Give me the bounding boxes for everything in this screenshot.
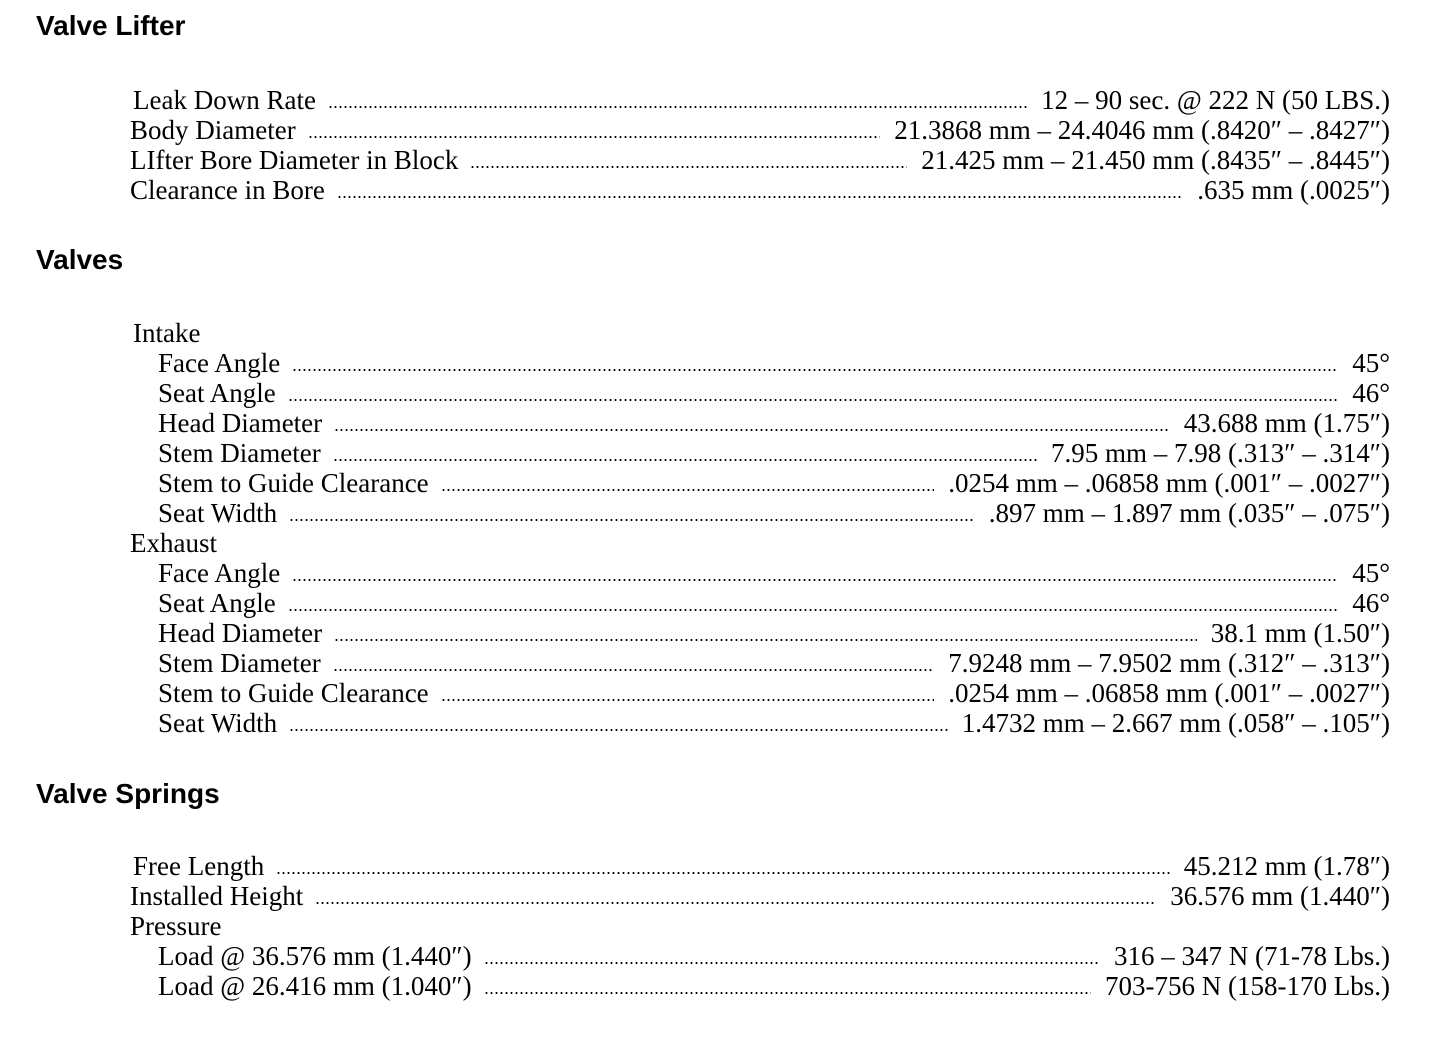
dot-leader [441, 488, 935, 492]
spec-value: 38.1 mm (1.50″) [1210, 618, 1390, 648]
spec-row-load-26 [158, 971, 1390, 1001]
dot-leader [292, 578, 1338, 582]
spec-value: .897 mm – 1.897 mm (.035″ – .075″) [988, 498, 1390, 528]
spec-row-intake-seat-width [158, 498, 1390, 528]
section-heading-valves: Valves [36, 244, 124, 275]
spec-value: 46° [1352, 588, 1390, 618]
spec-row-exhaust-head-diameter [158, 618, 1390, 648]
spec-label: Stem Diameter [158, 438, 321, 468]
spec-label: Face Angle [158, 558, 281, 588]
subheading-exhaust: Exhaust [130, 528, 217, 558]
spec-value: 1.4732 mm – 2.667 mm (.058″ – .105″) [961, 708, 1390, 738]
spec-row-intake-seat-angle [158, 378, 1390, 408]
spec-label: Body Diameter [130, 115, 296, 145]
spec-row-exhaust-stem-diameter [158, 648, 1390, 678]
spec-row-intake-face-angle [158, 348, 1390, 378]
spec-row-lifter-bore-diameter [130, 145, 1390, 175]
spec-label: Seat Width [158, 498, 278, 528]
spec-row-body-diameter [130, 115, 1390, 145]
spec-label: Head Diameter [158, 408, 323, 438]
dot-leader [289, 728, 948, 732]
spec-value: 703-756 N (158-170 Lbs.) [1105, 971, 1390, 1001]
spec-row-load-36 [158, 941, 1390, 971]
dot-leader [333, 668, 935, 672]
dot-leader [441, 698, 935, 702]
spec-value: 21.425 mm – 21.450 mm (.8435″ – .8445″) [921, 145, 1390, 175]
spec-value: 316 – 347 N (71-78 Lbs.) [1114, 941, 1390, 971]
section-heading-valve-springs: Valve Springs [36, 778, 220, 809]
spec-value: 7.95 mm – 7.98 (.313″ – .314″) [1051, 438, 1390, 468]
spec-label: Installed Height [130, 881, 304, 911]
dot-leader [470, 165, 907, 169]
dot-leader [288, 398, 1338, 402]
spec-label: Load @ 36.576 mm (1.440″) [158, 941, 472, 971]
dot-leader [334, 638, 1197, 642]
spec-label: Load @ 26.416 mm (1.040″) [158, 971, 472, 1001]
spec-label: Seat Angle [158, 588, 276, 618]
dot-leader [308, 135, 881, 139]
spec-value: .0254 mm – .06858 mm (.001″ – .0027″) [948, 678, 1390, 708]
spec-row-exhaust-seat-width [158, 708, 1390, 738]
dot-leader [337, 195, 1183, 199]
dot-leader [288, 608, 1338, 612]
spec-row-clearance-in-bore [130, 175, 1390, 205]
section-heading-valve-lifter: Valve Lifter [36, 10, 186, 41]
spec-label: LIfter Bore Diameter in Block [130, 145, 459, 175]
spec-label: Stem to Guide Clearance [158, 468, 429, 498]
spec-label: Clearance in Bore [130, 175, 325, 205]
subheading-pressure: Pressure [130, 911, 222, 941]
spec-row-leak-down-rate [133, 85, 1390, 115]
spec-value: 45° [1352, 348, 1390, 378]
dot-leader [333, 458, 1037, 462]
dot-leader [334, 428, 1170, 432]
spec-row-free-length [133, 851, 1390, 881]
dot-leader [484, 961, 1100, 965]
spec-value: 21.3868 mm – 24.4046 mm (.8420″ – .8427″) [894, 115, 1390, 145]
spec-value: .0254 mm – .06858 mm (.001″ – .0027″) [948, 468, 1390, 498]
dot-leader [289, 518, 975, 522]
dot-leader [292, 368, 1338, 372]
dot-leader [484, 991, 1091, 995]
spec-label: Free Length [133, 851, 265, 881]
spec-value: 46° [1352, 378, 1390, 408]
spec-label: Seat Width [158, 708, 278, 738]
dot-leader [315, 901, 1156, 905]
spec-row-exhaust-seat-angle [158, 588, 1390, 618]
spec-label: Head Diameter [158, 618, 323, 648]
spec-row-intake-stem-guide-clearance [158, 468, 1390, 498]
spec-value: 43.688 mm (1.75″) [1183, 408, 1390, 438]
spec-label: Leak Down Rate [133, 85, 316, 115]
spec-row-intake-head-diameter [158, 408, 1390, 438]
spec-label: Stem to Guide Clearance [158, 678, 429, 708]
spec-row-installed-height [130, 881, 1390, 911]
dot-leader [328, 105, 1027, 109]
spec-value: 7.9248 mm – 7.9502 mm (.312″ – .313″) [948, 648, 1390, 678]
spec-value: 12 – 90 sec. @ 222 N (50 LBS.) [1041, 85, 1390, 115]
spec-row-exhaust-stem-guide-clearance [158, 678, 1390, 708]
spec-value: .635 mm (.0025″) [1197, 175, 1390, 205]
spec-label: Face Angle [158, 348, 281, 378]
spec-row-intake-stem-diameter [158, 438, 1390, 468]
spec-value: 45° [1352, 558, 1390, 588]
dot-leader [276, 871, 1170, 875]
spec-label: Seat Angle [158, 378, 276, 408]
spec-label: Stem Diameter [158, 648, 321, 678]
spec-row-exhaust-face-angle [158, 558, 1390, 588]
subheading-intake: Intake [133, 318, 201, 348]
spec-value: 36.576 mm (1.440″) [1170, 881, 1390, 911]
spec-value: 45.212 mm (1.78″) [1183, 851, 1390, 881]
